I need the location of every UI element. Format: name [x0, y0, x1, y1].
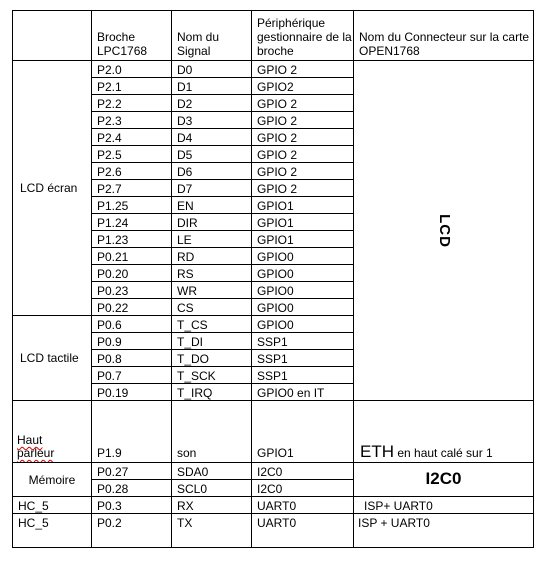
table-row	[13, 514, 534, 548]
cell-broche: P0.3	[92, 497, 172, 514]
connector-isp-uart0: ISP + UART0	[354, 514, 534, 548]
cell-signal: T_CS	[172, 316, 252, 333]
cell-periph: GPIO0 en IT	[252, 384, 354, 401]
cell-signal: SCL0	[172, 480, 252, 497]
cell-signal: T_DI	[172, 333, 252, 350]
cell-periph: I2C0	[252, 463, 354, 480]
cell-periph: UART0	[252, 497, 354, 514]
cell-signal: TX	[172, 514, 252, 548]
cell-periph: GPIO0	[252, 299, 354, 316]
connector-i2c-label: I2C0	[425, 469, 462, 488]
cell-signal: D7	[172, 180, 252, 197]
cell-broche: P0.19	[92, 384, 172, 401]
cell-signal: T_SCK	[172, 367, 252, 384]
cell-signal: D1	[172, 78, 252, 95]
connector-lcd	[354, 61, 534, 401]
cell-signal: RS	[172, 265, 252, 282]
cell-periph: SSP1	[252, 367, 354, 384]
table-row	[13, 463, 534, 480]
connector-isp-uart0: ISP+ UART0	[354, 497, 534, 514]
table-row	[13, 61, 534, 78]
header-signal: Nom du Signal	[172, 11, 252, 61]
parleur-label: parleur	[17, 446, 55, 460]
cell-signal: RX	[172, 497, 252, 514]
cell-periph: GPIO 2	[252, 129, 354, 146]
cell-signal: WR	[172, 282, 252, 299]
group-hc5: HC_5	[13, 497, 92, 514]
cell-broche: P0.23	[92, 282, 172, 299]
cell-periph: GPIO1	[252, 401, 354, 463]
cell-broche: P1.25	[92, 197, 172, 214]
cell-broche: P0.6	[92, 316, 172, 333]
cell-broche: P1.24	[92, 214, 172, 231]
cell-periph: GPIO1	[252, 231, 354, 248]
cell-broche: P0.22	[92, 299, 172, 316]
cell-signal: D4	[172, 129, 252, 146]
cell-periph: GPIO0	[252, 248, 354, 265]
cell-broche: P1.23	[92, 231, 172, 248]
pin-table	[12, 10, 534, 548]
group-lcd-tactile: LCD tactile	[13, 316, 92, 401]
cell-periph: GPIO 2	[252, 163, 354, 180]
cell-broche: P2.0	[92, 61, 172, 78]
cell-broche: P0.21	[92, 248, 172, 265]
cell-broche: P0.28	[92, 480, 172, 497]
cell-broche: P1.9	[92, 401, 172, 463]
cell-signal: son	[172, 401, 252, 463]
header-empty	[13, 11, 92, 61]
cell-broche: P2.6	[92, 163, 172, 180]
cell-periph: GPIO1	[252, 214, 354, 231]
connector-eth-note: en haut calé sur 1	[394, 446, 493, 460]
cell-broche: P2.4	[92, 129, 172, 146]
cell-periph: GPIO0	[252, 316, 354, 333]
cell-broche: P0.2	[92, 514, 172, 548]
cell-periph: I2C0	[252, 480, 354, 497]
connector-eth-label: ETH	[360, 442, 394, 461]
connector-lcd-label: LCD	[435, 213, 453, 248]
cell-broche: P2.7	[92, 180, 172, 197]
header-connecteur: Nom du Connecteur sur la carte OPEN1768	[354, 11, 534, 61]
table-row	[13, 497, 534, 514]
cell-periph: UART0	[252, 514, 354, 548]
cell-signal: EN	[172, 197, 252, 214]
cell-signal: D6	[172, 163, 252, 180]
cell-broche: P0.27	[92, 463, 172, 480]
cell-broche: P0.8	[92, 350, 172, 367]
group-hc5: HC_5	[13, 514, 92, 548]
cell-signal: LE	[172, 231, 252, 248]
cell-broche: P2.2	[92, 95, 172, 112]
header-peripherique: Périphérique gestionnaire de la broche	[252, 11, 354, 61]
cell-signal: T_DO	[172, 350, 252, 367]
cell-signal: D0	[172, 61, 252, 78]
cell-broche: P0.7	[92, 367, 172, 384]
cell-signal: SDA0	[172, 463, 252, 480]
cell-periph: GPIO 2	[252, 180, 354, 197]
haut-label: Haut	[17, 433, 43, 447]
cell-signal: D2	[172, 95, 252, 112]
cell-broche: P2.5	[92, 146, 172, 163]
cell-broche: P0.9	[92, 333, 172, 350]
cell-periph: GPIO 2	[252, 112, 354, 129]
cell-periph: SSP1	[252, 350, 354, 367]
connector-eth	[354, 401, 534, 463]
cell-periph: GPIO 2	[252, 146, 354, 163]
cell-periph: GPIO 2	[252, 61, 354, 78]
cell-periph: GPIO2	[252, 78, 354, 95]
cell-signal: D3	[172, 112, 252, 129]
cell-broche: P2.1	[92, 78, 172, 95]
cell-signal: RD	[172, 248, 252, 265]
cell-signal: D5	[172, 146, 252, 163]
header-broche: Broche LPC1768	[92, 11, 172, 61]
cell-broche: P2.3	[92, 112, 172, 129]
cell-periph: GPIO0	[252, 282, 354, 299]
header-row	[13, 11, 534, 61]
cell-periph: GPIO 2	[252, 95, 354, 112]
cell-broche: P0.20	[92, 265, 172, 282]
connector-i2c	[354, 463, 534, 497]
cell-periph: GPIO0	[252, 265, 354, 282]
cell-periph: GPIO1	[252, 197, 354, 214]
cell-signal: DIR	[172, 214, 252, 231]
group-memoire: Mémoire	[13, 463, 92, 497]
group-lcd-ecran: LCD écran	[13, 61, 92, 316]
cell-signal: CS	[172, 299, 252, 316]
cell-periph: SSP1	[252, 333, 354, 350]
group-haut-parleur	[13, 401, 92, 463]
cell-signal: T_IRQ	[172, 384, 252, 401]
table-row	[13, 401, 534, 463]
